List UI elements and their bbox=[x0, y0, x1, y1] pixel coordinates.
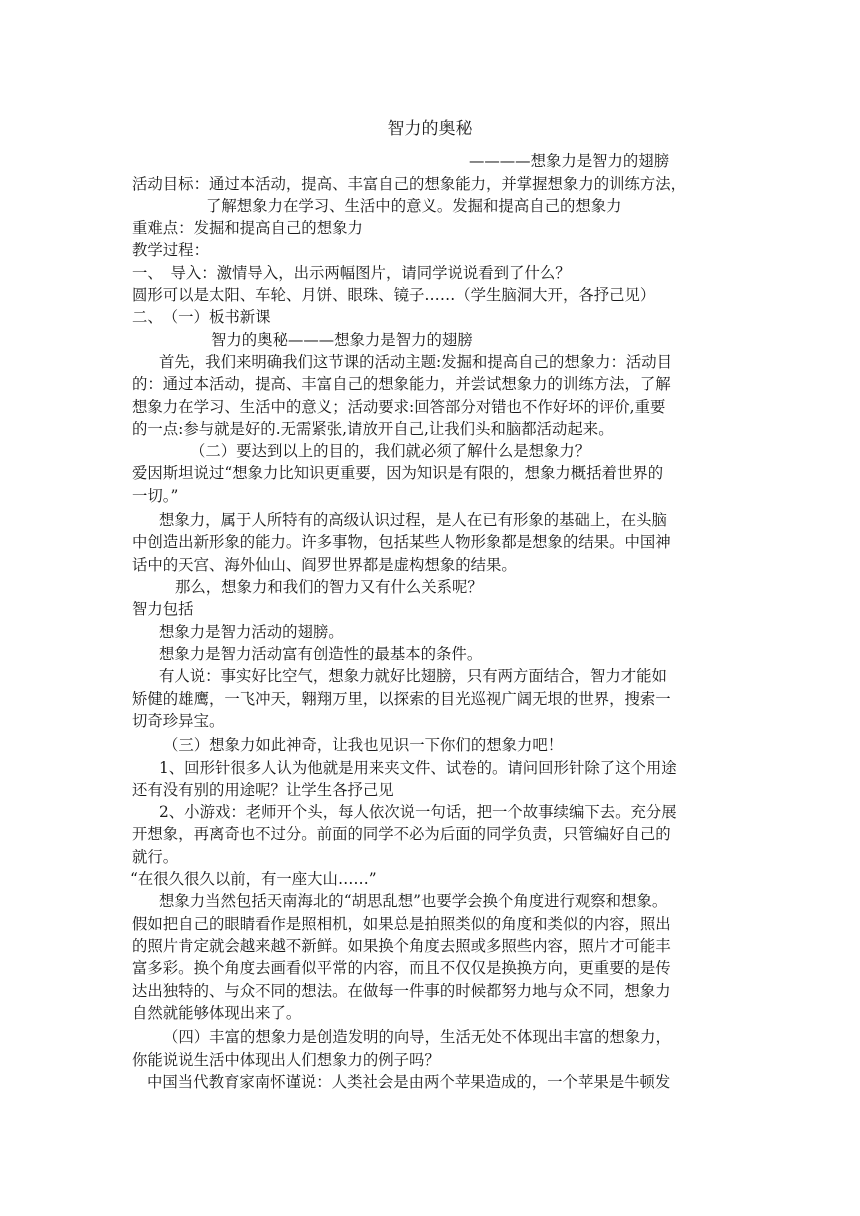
text-line: 想象力是智力活动富有创造性的最基本的条件。 bbox=[159, 645, 483, 663]
text-line: 矫健的雄鹰，一飞冲天，翱翔万里，以探索的目光巡视广阔无垠的世界，搜索一 bbox=[132, 690, 671, 708]
text-line: 自然就能够体现出来了。 bbox=[132, 1004, 302, 1022]
text-line: 有人说：事实好比空气，想象力就好比翅膀，只有两方面结合，智力才能如 bbox=[159, 667, 667, 685]
text-line: 富多彩。换个角度去画看似平常的内容，而且不仅仅是换换方向，更重要的是传 bbox=[132, 959, 671, 977]
text-line: 想象力当然包括天南海北的“胡思乱想”也要学会换个角度进行观察和想象。 bbox=[159, 892, 668, 910]
text-line: 圆形可以是太阳、车轮、月饼、眼珠、镜子……（学生脑洞大开，各抒己见） bbox=[132, 286, 656, 304]
text-line: 首先，我们来明确我们这节课的活动主题:发掘和提高自己的想象力：活动目 bbox=[159, 353, 673, 371]
text-line: 的一点:参与就是好的.无需紧张,请放开自己,让我们头和脑都活动起来。 bbox=[132, 420, 614, 438]
text-line: （四）丰富的想象力是创造发明的向导，生活无处不体现出丰富的想象力， bbox=[163, 1028, 671, 1046]
text-line: “在很久很久以前，有一座大山……” bbox=[130, 870, 377, 888]
text-line: 一、 导入：激情导入，出示两幅图片，请同学说说看到了什么？ bbox=[132, 264, 571, 282]
text-line: 教学过程： bbox=[132, 241, 209, 259]
text-line: 1、回形针很多人认为他就是用来夹文件、试卷的。请问回形针除了这个用途 bbox=[159, 759, 677, 777]
text-line: 智力的奥秘———想象力是智力的翅膀 bbox=[211, 331, 473, 349]
text-line: 切奇珍异宝。 bbox=[132, 712, 225, 730]
text-line: 重难点：发掘和提高自己的想象力 bbox=[132, 219, 363, 237]
text-line: 一切。” bbox=[132, 487, 179, 505]
document-subtitle: ————想象力是智力的翅膀 bbox=[469, 152, 670, 170]
text-line: 开想象，再离奇也不过分。前面的同学不必为后面的同学负责，只管编好自己的 bbox=[132, 825, 671, 843]
text-line: 二、 （一）板书新课 bbox=[132, 308, 271, 326]
text-line: 活动目标：通过本活动，提高、丰富自己的想象能力，并掌握想象力的训练方法， bbox=[132, 175, 687, 193]
text-line: 还有没有别的用途呢？让学生各抒己见 bbox=[132, 781, 394, 799]
text-line: （三）想象力如此神奇，让我也见识一下你们的想象力吧！ bbox=[163, 736, 564, 754]
text-line: 达出独特的、与众不同的想法。在做每一件事的时候都努力地与众不同，想象力 bbox=[132, 982, 671, 1000]
text-line: 想象力，属于人所特有的高级认识过程，是人在已有形象的基础上，在头脑 bbox=[159, 511, 667, 529]
text-line: 智力包括 bbox=[132, 600, 194, 618]
text-line: 话中的天宫、海外仙山、阎罗世界都是虚构想象的结果。 bbox=[132, 556, 517, 574]
text-line: 的：通过本活动，提高、丰富自己的想象能力，并尝试想象力的训练方法，了解 bbox=[132, 375, 671, 393]
text-line: （二）要达到以上的目的，我们就必须了解什么是想象力？ bbox=[190, 442, 591, 460]
text-line: 爱因斯坦说过“想象力比知识更重要，因为知识是有限的，想象力概括着世界的 bbox=[132, 464, 664, 482]
text-line: 就行。 bbox=[132, 848, 179, 866]
text-line: 想象力是智力活动的翅膀。 bbox=[159, 623, 344, 641]
text-line: 了解想象力在学习、生活中的意义。发掘和提高自己的想象力 bbox=[206, 197, 622, 215]
text-line: 你能说说生活中体现出人们想象力的例子吗？ bbox=[132, 1051, 440, 1069]
text-line: 想象力在学习、生活中的意义；活动要求:回答部分对错也不作好坏的评价,重要 bbox=[132, 398, 666, 416]
text-line: 中国当代教育家南怀谨说：人类社会是由两个苹果造成的，一个苹果是牛顿发 bbox=[147, 1073, 671, 1091]
text-line: 那么，想象力和我们的智力又有什么关系呢？ bbox=[175, 578, 483, 596]
text-line: 中创造出新形象的能力。许多事物，包括某些人物形象都是想象的结果。中国神 bbox=[132, 533, 671, 551]
document-title: 智力的奥秘 bbox=[387, 119, 473, 139]
text-line: 的照片肯定就会越来越不新鲜。如果换个角度去照或多照些内容，照片才可能丰 bbox=[132, 937, 671, 955]
text-line: 2、小游戏：老师开个头，每人依次说一句话，把一个故事续编下去。充分展 bbox=[159, 803, 677, 821]
text-line: 假如把自己的眼睛看作是照相机，如果总是拍照类似的角度和类似的内容，照出 bbox=[132, 915, 671, 933]
